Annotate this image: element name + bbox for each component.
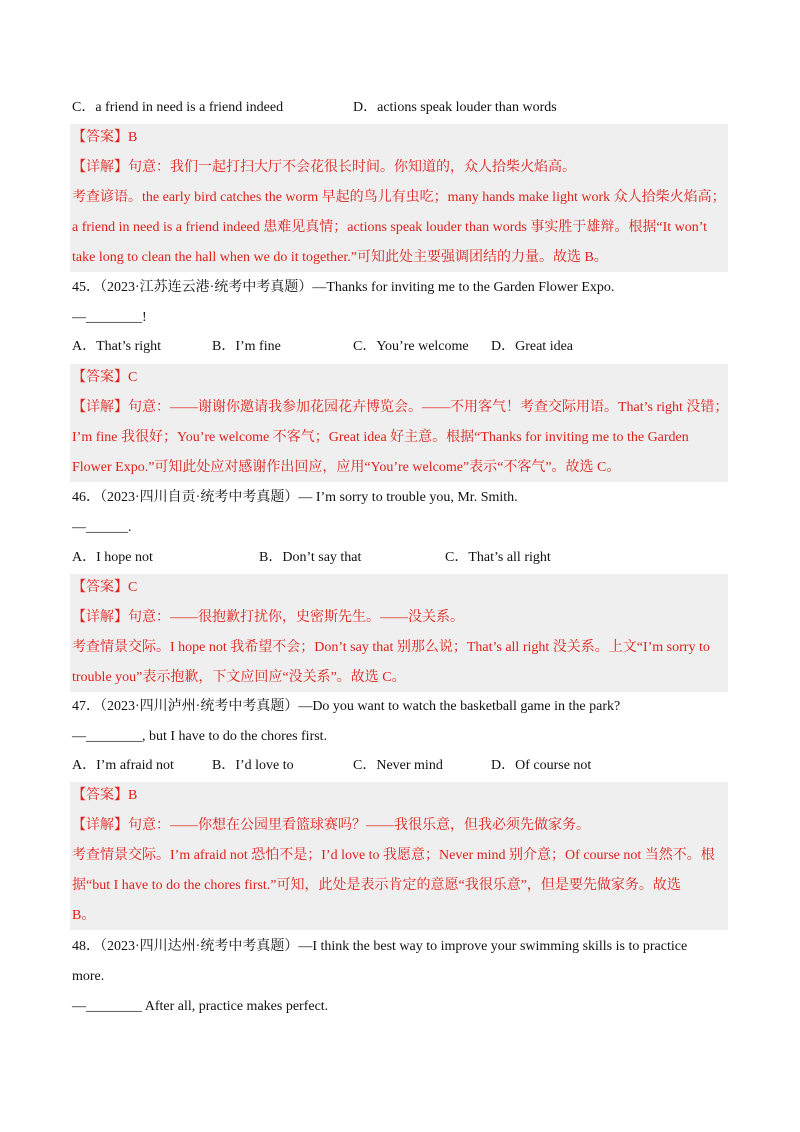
q48-stem-continued: more. bbox=[72, 969, 105, 984]
q45-blank: —________! bbox=[72, 310, 147, 325]
q47-option-c: C．Never mind bbox=[353, 758, 443, 773]
q44-detail-line: a friend in need is a friend indeed 患难见真情；actions speak louder than words 事实胜于雄辩。根据“It won’t bbox=[72, 220, 708, 235]
q47-option-d: D．Of course not bbox=[491, 758, 592, 773]
q47-option-a: A．I’m afraid not bbox=[72, 758, 174, 773]
q44-detail-line: 考查谚语。the early bird catches the worm 早起的鸟儿有虫吃；many hands make light work 众人拾柴火焰高； bbox=[72, 190, 726, 205]
q47-detail-line: 据“but I have to do the chores first.”可知，此处是表示肯定的意愿“我很乐意”，但是要先做家务。故选 bbox=[72, 878, 681, 893]
q46-answer: 【答案】C bbox=[72, 580, 138, 595]
q47-blank: —________, but I have to do the chores first. bbox=[72, 729, 328, 744]
q46-detail-line: 考查情景交际。I hope not 我希望不会；Don’t say that 别那么说；That’s all right 没关系。上文“I’m sorry to bbox=[72, 640, 710, 655]
q45-detail-line: 【详解】句意：——谢谢你邀请我参加花园花卉博览会。——不用客气！考查交际用语。That’s right 没错； bbox=[72, 400, 729, 415]
q45-stem: 45．（2023·江苏连云港·统考中考真题）—Thanks for inviting me to the Garden Flower Expo. bbox=[72, 280, 615, 295]
q48-stem: 48．（2023·四川达州·统考中考真题）—I think the best way to improve your swimming skills is to practice bbox=[72, 939, 688, 954]
q47-option-b: B．I’d love to bbox=[212, 758, 294, 773]
q47-detail-line: 【详解】句意：——你想在公园里看篮球赛吗？——我很乐意，但我必须先做家务。 bbox=[72, 818, 590, 833]
q46-stem: 46．（2023·四川自贡·统考中考真题）— I’m sorry to trouble you, Mr. Smith. bbox=[72, 490, 518, 505]
q44-option-d: D．actions speak louder than words bbox=[353, 100, 557, 115]
q47-answer: 【答案】B bbox=[72, 788, 138, 803]
q45-detail-line: Flower Expo.”可知此处应对感谢作出回应，应用“You’re welcome”表示“不客气”。故选 C。 bbox=[72, 460, 621, 475]
q47-detail-line: B。 bbox=[72, 908, 96, 923]
q44-answer: 【答案】B bbox=[72, 130, 138, 145]
q46-option-b: B．Don’t say that bbox=[259, 550, 362, 565]
q46-detail-line: trouble you”表示抱歉，下文应回应“没关系”。故选 C。 bbox=[72, 670, 406, 685]
q45-option-d: D．Great idea bbox=[491, 339, 574, 354]
q47-detail-line: 考查情景交际。I’m afraid not 恐怕不是；I’d love to 我愿意；Never mind 别介意；Of course not 当然不。根 bbox=[72, 848, 715, 863]
q44-detail-line: 【详解】句意：我们一起打扫大厅不会花很长时间。你知道的，众人拾柴火焰高。 bbox=[72, 160, 576, 175]
q47-stem: 47．（2023·四川泸州·统考中考真题）—Do you want to watch the basketball game in the park? bbox=[72, 699, 621, 714]
q46-option-a: A．I hope not bbox=[72, 550, 153, 565]
q46-detail-line: 【详解】句意：——很抱歉打扰你，史密斯先生。——没关系。 bbox=[72, 610, 464, 625]
q48-blank: —________ After all, practice makes perfect. bbox=[72, 999, 329, 1014]
q45-detail-line: I’m fine 我很好；You’re welcome 不客气；Great idea 好主意。根据“Thanks for inviting me to the Garden bbox=[72, 430, 689, 445]
q45-option-a: A．That’s right bbox=[72, 339, 162, 354]
q44-detail-line: take long to clean the hall when we do it together.”可知此处主要强调团结的力量。故选 B。 bbox=[72, 250, 608, 265]
q46-blank: —______. bbox=[72, 520, 132, 535]
q45-option-c: C．You’re welcome bbox=[353, 339, 469, 354]
q45-answer: 【答案】C bbox=[72, 370, 138, 385]
q44-option-c: C．a friend in need is a friend indeed bbox=[72, 100, 284, 115]
q46-option-c: C．That’s all right bbox=[445, 550, 551, 565]
q45-option-b: B．I’m fine bbox=[212, 339, 281, 354]
